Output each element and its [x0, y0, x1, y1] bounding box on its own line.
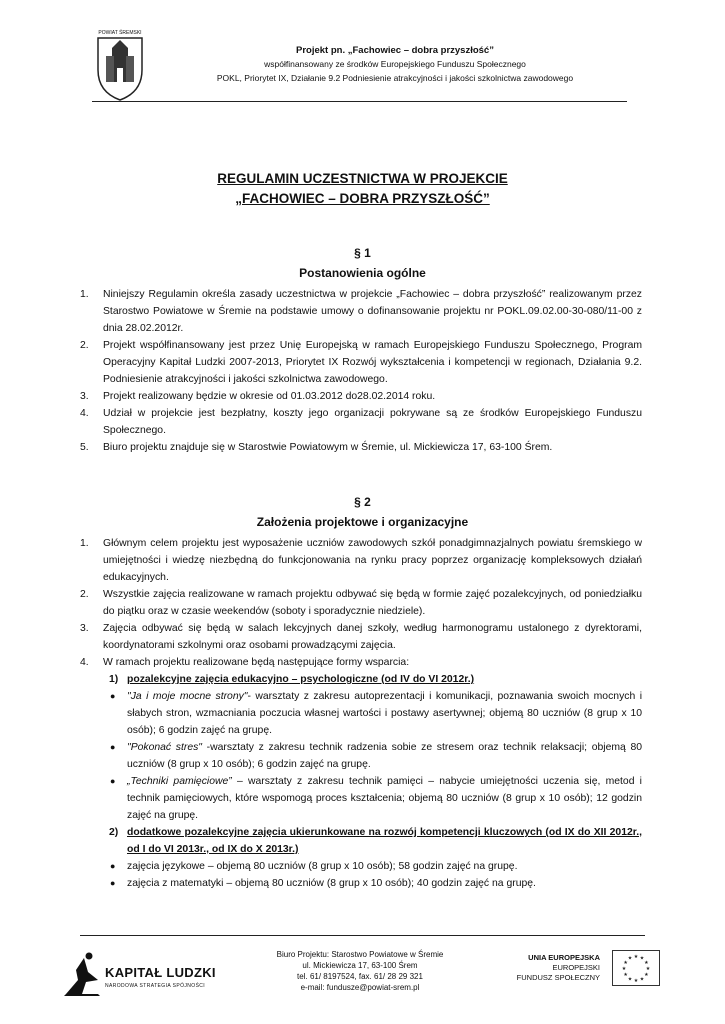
- office-email: e-mail: fundusze@powiat-srem.pl: [300, 983, 420, 992]
- section-1-number: § 1: [354, 246, 371, 260]
- support-group-1: 1) pozalekcyjne zajęcia edukacyjno – psychologiczne (od IV do VI 2012r.): [109, 674, 475, 685]
- support-group-2: 2) dodatkowe pozalekcyjne zajęcia ukierunkowane na rozwój kompetencji kluczowych (od IX do XII 2012r., od I do VI 2013r., od IX do X 2013r.): [109, 827, 642, 855]
- section-1-list: [80, 286, 642, 456]
- eu-fund-label-2: FUNDUSZ SPOŁECZNY: [516, 973, 600, 982]
- support-forms-list: [103, 671, 642, 892]
- svg-text:★: ★: [623, 960, 628, 966]
- eu-label: [505, 953, 600, 983]
- kapital-ludzki-logo-icon: [62, 950, 102, 998]
- header-line-1: współfinansowany ze środków Europejskiego Funduszu Społecznego: [264, 59, 526, 69]
- svg-text:★: ★: [645, 966, 651, 972]
- powiat-crest-icon: [92, 30, 148, 102]
- list-item: 5. Biuro projektu znajduje się w Starostwie Powiatowym w Śremie, ul. Mickiewicza 17, 63-100 Śrem.: [80, 442, 553, 453]
- list-item: 2. Wszystkie zajęcia realizowane w ramach projektu odbywać się będą w formie zajęć pozalekcyjnych, od poniedziałku do piątku oraz w czasie weekendów (soboty i sporadycznie niedziele).: [80, 589, 642, 617]
- svg-text:★: ★: [644, 960, 649, 966]
- svg-text:★: ★: [627, 976, 633, 983]
- svg-text:★: ★: [633, 978, 639, 984]
- list-item: 4. Udział w projekcie jest bezpłatny, koszty jego organizacji pokrywane są ze środków Europejskiego Funduszu Społecznego.: [80, 408, 642, 436]
- list-item: 1. Głównym celem projektu jest wyposażenie uczniów zawodowych szkół ponadgimnazjalnych powiatu śremskiego w umiejętności i wiedzę niezbędną do funkcjonowania na rynku pracy poprzez organizację kompleksowych działań edukacyjnych.: [80, 538, 642, 583]
- list-item: 1. Niniejszy Regulamin określa zasady uczestnictwa w projekcie „Fachowiec – dobra przyszłość” realizowanym przez Starostwo Powiatowe w Śremie na podstawie umowy o dofinansowanie projektu nr POKL.09.02.00-30-080/11-00 z dnia 28.02.2012r.: [80, 289, 642, 334]
- support-bullet: ● "Pokonać stres" -warsztaty z zakresu technik radzenia sobie ze stresem oraz technik relaksacji; objemą 80 uczniów (8 grup x 10 osób); 6 godzin zajęć na grupę.: [110, 742, 642, 770]
- support-bullet: ● „Techniki pamięciowe” – warsztaty z zakresu technik pamięci – nabycie umiejętności uczenia się, metod i technik pamięciowych, które wspomogą proces kształcenia; objemą 80 uczniów (8 grup x 10 osób); 12 godzin zajęć na grupę.: [110, 776, 642, 821]
- section-1-heading: Postanowienia ogólne: [299, 266, 426, 280]
- project-office-info: [250, 949, 470, 993]
- header-divider: [92, 101, 627, 102]
- header-text: [160, 44, 630, 85]
- list-item: 3. Projekt realizowany będzie w okresie od 01.03.2012 do28.02.2014 roku.: [80, 391, 436, 402]
- support-bullet: ● "Ja i moje mocne strony"- warsztaty z zakresu autoprezentacji i komunikacji, poznawania swoich mocnych i słabych stron, wzmacniania poczucia własnej wartości i postawy asertywnej; objemą 80 uczniów (8 grup x 10 osób); 6 godzin zajęć na grupę.: [110, 691, 642, 736]
- svg-text:★: ★: [623, 972, 628, 978]
- section-2-list: [80, 535, 642, 892]
- footer-divider: [80, 935, 645, 936]
- document-title-line-1: REGULAMIN UCZESTNICTWA W PROJEKCIE: [217, 171, 508, 186]
- list-item: 3. Zajęcia odbywać się będą w salach lekcyjnych danej szkoły, według harmonogramu ustalonego z dyrektorami, koordynatorami szkolnymi oraz osobami prowadzącymi zajęcia.: [80, 623, 642, 651]
- office-line: tel. 61/ 8197524, fax. 61/ 28 29 321: [297, 972, 423, 981]
- crest-label: POWIAT ŚREMSKI: [98, 30, 142, 36]
- kapital-ludzki-title: KAPITAŁ LUDZKI: [105, 965, 216, 980]
- office-line: Biuro Projektu: Starostwo Powiatowe w Śremie: [276, 950, 444, 959]
- list-item: 2. Projekt współfinansowany jest przez Unię Europejską w ramach Europejskiego Funduszu Społecznego, Program Operacyjny Kapitał Ludzki 2007-2013, Priorytet IX Rozwój wykształcenia i kompetencji w regionach, Działania 9.2. Podniesienie atrakcyjności i jakości szkolnictwa zawodowego.: [80, 340, 642, 385]
- support-bullet: ● zajęcia z matematyki – objemą 80 uczniów (8 grup x 10 osób); 40 godzin zajęć na grupę.: [110, 878, 536, 889]
- svg-text:★: ★: [644, 972, 649, 978]
- kapital-ludzki-subtitle: NARODOWA STRATEGIA SPÓJNOŚCI: [105, 983, 206, 989]
- eu-union-label: UNIA EUROPEJSKA: [528, 953, 600, 962]
- header-line-2: POKL, Priorytet IX, Działanie 9.2 Podniesienie atrakcyjności i jakości szkolnictwa zawodowego: [216, 73, 574, 83]
- document-title-line-2: „FACHOWIEC – DOBRA PRZYSZŁOŚĆ”: [235, 191, 490, 206]
- support-bullet: ● zajęcia językowe – objemą 80 uczniów (8 grup x 10 osób); 58 godzin zajęć na grupę.: [110, 861, 518, 872]
- eu-flag-icon: [612, 950, 660, 986]
- document-title: [80, 169, 645, 209]
- svg-text:★: ★: [627, 955, 633, 962]
- eu-fund-label-1: EUROPEJSKI: [552, 963, 600, 972]
- svg-text:★: ★: [633, 954, 639, 960]
- svg-text:★: ★: [639, 955, 645, 962]
- list-item: 4. W ramach projektu realizowane będą następujące formy wsparcia: 1) pozalekcyjne zajęcia edukacyjno – psychologiczne (od IV do VI 2012r.) ● "Ja i moje mocne strony"- warsztaty z zakresu autoprezentacji i komunikacji, poznawania swoich mocnych i słabych stron, wzmacniania poczucia własnej wartości i postawy asertywnej; objemą 80 uczniów (8 grup x 10 osób); 6 godzin zajęć na grupę. ● "Pokonać stres" -warsztaty z zakresu technik radzenia sobie ze stresem oraz technik relaksacji; objemą 80 uczniów (8 grup x 10 osób); 6 godzin zajęć na grupę. ● „Techniki pamięciowe” – warsztaty z zakresu technik pamięci – nabycie umiejętności uczenia się, metod i technik pamięciowych, które wspomogą proces kształcenia; objemą 80 uczniów (8 grup x 10 osób); 12 godzin zajęć na grupę. 2) dodatkowe pozalekcyjne zajęcia ukierunkowane na rozwój kompetencji kluczowych (od IX do XII 2012r., od I do VI 2013r., od IX do X 2013r.) ● zajęcia językowe – objemą 80 uczniów (8 grup x 10 osób); 58 godzin zajęć na grupę. ● zajęcia z matematyki – objemą 80 uczniów (8 grup x 10 osób); 40 godzin zajęć na grupę.: [80, 654, 642, 892]
- office-line: ul. Mickiewicza 17, 63-100 Śrem: [302, 961, 418, 970]
- svg-text:★: ★: [639, 976, 645, 983]
- section-2-number: § 2: [354, 495, 371, 509]
- section-2-heading: Założenia projektowe i organizacyjne: [256, 515, 469, 529]
- header-title: Projekt pn. „Fachowiec – dobra przyszłość”: [296, 45, 494, 56]
- svg-text:★: ★: [621, 966, 627, 972]
